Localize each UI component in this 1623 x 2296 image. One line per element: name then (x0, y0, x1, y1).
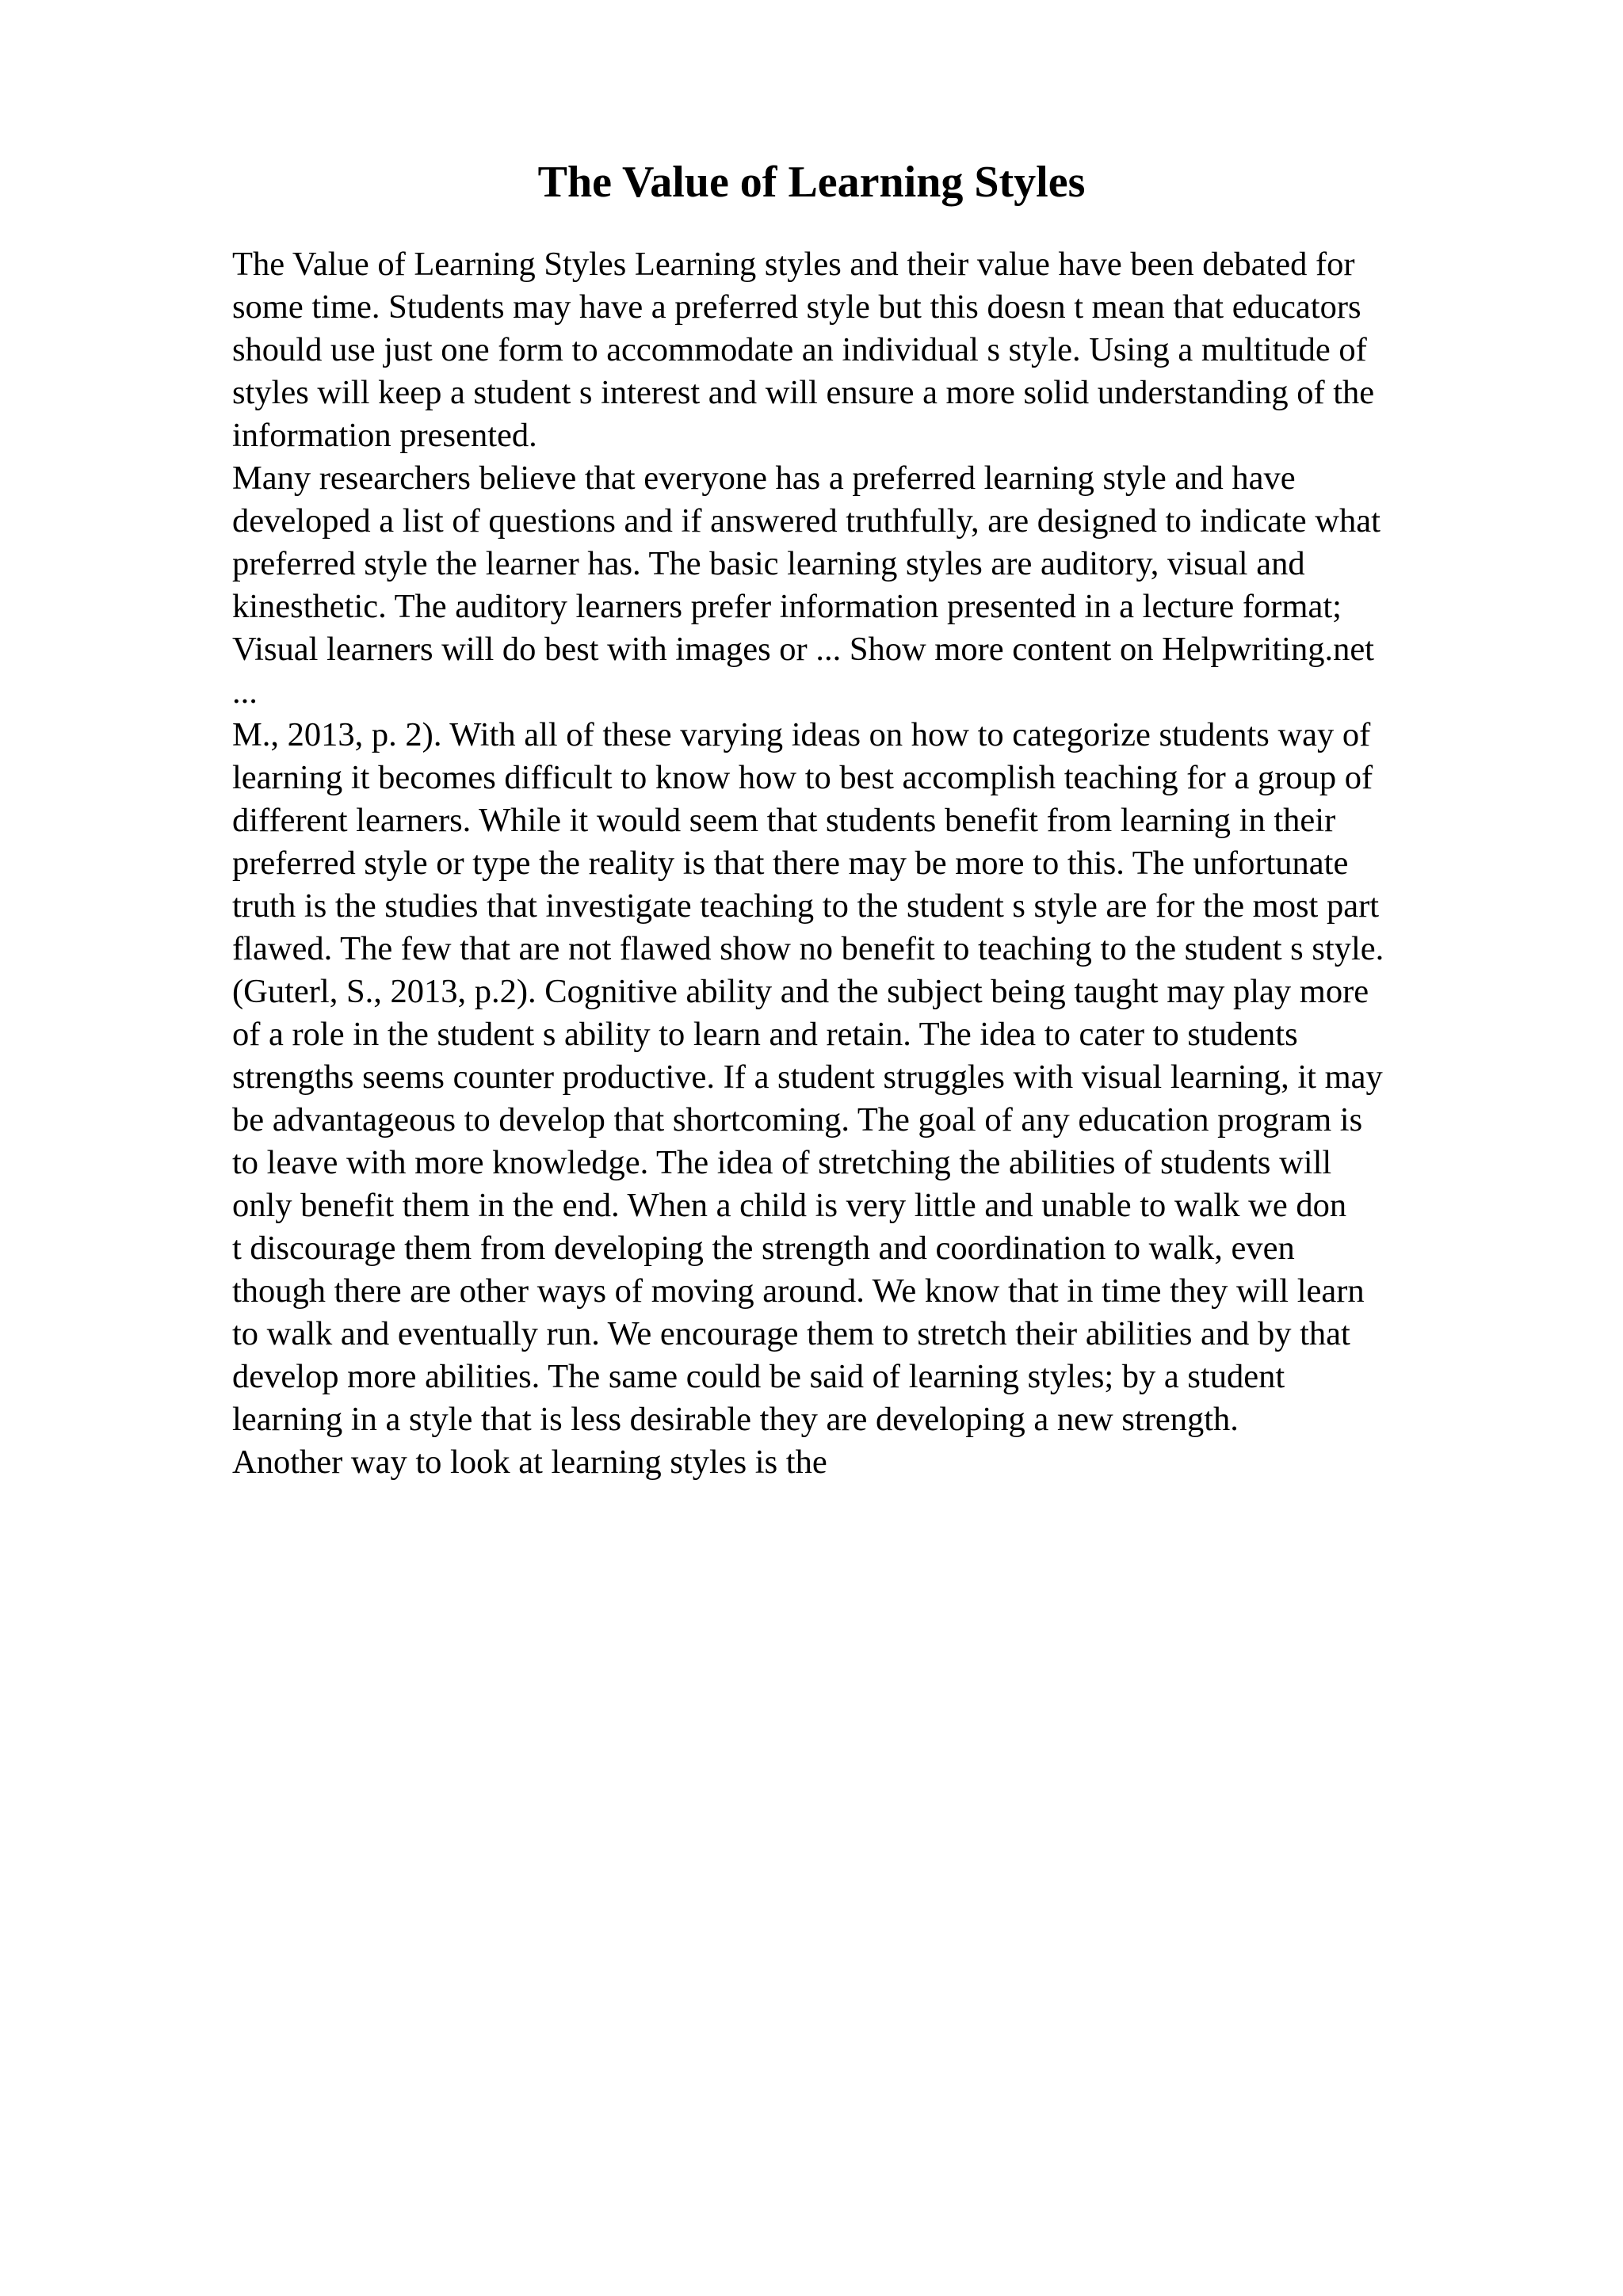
body-line: preferred style the learner has. The basic learning styles are auditory, visual and (232, 545, 1305, 582)
body-line: be advantageous to develop that shortcoming. The goal of any education program is (232, 1101, 1363, 1138)
body-line: developed a list of questions and if answered truthfully, are designed to indicate what (232, 502, 1381, 540)
body-line: learning it becomes difficult to know how to best accomplish teaching for a group of (232, 759, 1373, 796)
body-line: preferred style or type the reality is that there may be more to this. The unfortunate (232, 845, 1349, 882)
body-line: styles will keep a student s interest and will ensure a more solid understanding of the (232, 374, 1375, 411)
body-line: to walk and eventually run. We encourage them to stretch their abilities and by that (232, 1315, 1350, 1352)
body-line: some time. Students may have a preferred style but this doesn t mean that educators (232, 288, 1361, 326)
document-body (232, 243, 1500, 1484)
body-line: of a role in the student s ability to learn and retain. The idea to cater to students (232, 1016, 1298, 1053)
body-line: Many researchers believe that everyone has a preferred learning style and have (232, 460, 1296, 497)
body-line: different learners. While it would seem that students benefit from learning in their (232, 802, 1336, 839)
body-line: M., 2013, p. 2). With all of these varying ideas on how to categorize students way of (232, 716, 1371, 753)
document-title: The Value of Learning Styles (537, 158, 1086, 207)
body-line: only benefit them in the end. When a child is very little and unable to walk we don (232, 1187, 1347, 1224)
body-line: to leave with more knowledge. The idea of stretching the abilities of students will (232, 1144, 1332, 1181)
body-line: The Value of Learning Styles Learning styles and their value have been debated for (232, 246, 1355, 283)
body-line: though there are other ways of moving around. We know that in time they will learn (232, 1272, 1365, 1310)
body-line: Another way to look at learning styles is the (232, 1444, 827, 1481)
body-line: kinesthetic. The auditory learners prefer information presented in a lecture format; (232, 588, 1342, 625)
body-line: develop more abilities. The same could be said of learning styles; by a student (232, 1358, 1285, 1395)
body-line: information presented. (232, 417, 537, 454)
body-line: strengths seems counter productive. If a student struggles with visual learning, it may (232, 1058, 1383, 1096)
body-line: t discourage them from developing the strength and coordination to walk, even (232, 1230, 1295, 1267)
body-line: truth is the studies that investigate teaching to the student s style are for the most part (232, 887, 1380, 925)
body-line: (Guterl, S., 2013, p.2). Cognitive ability and the subject being taught may play more (232, 973, 1369, 1010)
body-line: flawed. The few that are not flawed show no benefit to teaching to the student s style. (232, 930, 1384, 967)
body-line: learning in a style that is less desirable they are developing a new strength. (232, 1401, 1239, 1438)
body-line: should use just one form to accommodate an individual s style. Using a multitude of (232, 331, 1367, 368)
body-line: ... (232, 673, 258, 711)
body-line: Visual learners will do best with images or ... Show more content on Helpwriting.net (232, 631, 1374, 668)
